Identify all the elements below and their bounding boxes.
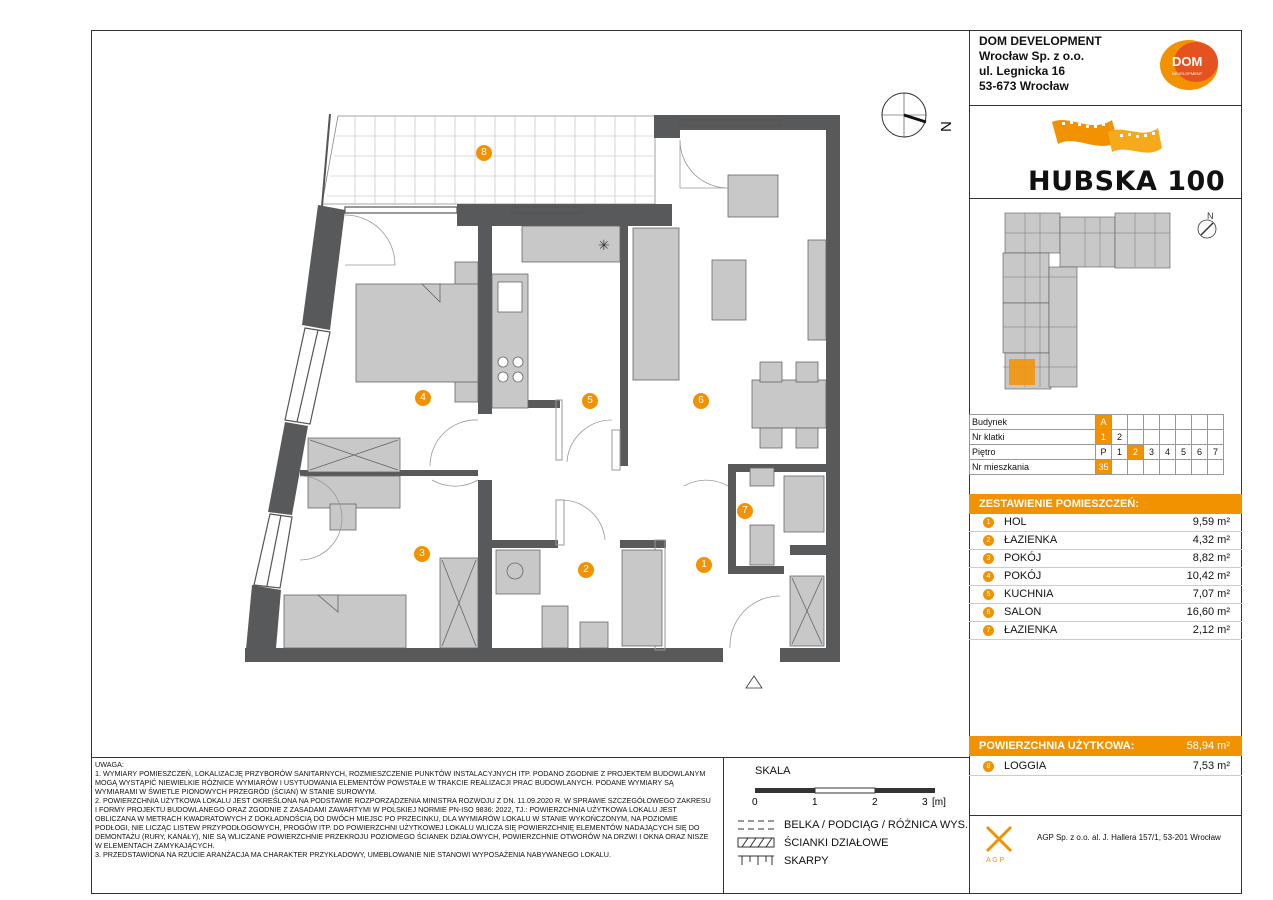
room-number-badge: 5 [983, 589, 994, 600]
beam-dashed-icon [738, 821, 774, 829]
sofa [633, 228, 679, 380]
pietro-label: Piętro [970, 445, 1096, 460]
notes-divider [91, 757, 969, 758]
scale-label: SKALA [755, 765, 791, 777]
notes-block [95, 760, 719, 859]
plan-room-label: 1 [696, 557, 712, 573]
loggia-row [969, 758, 1242, 776]
room-area: 16,60 m² [1186, 606, 1230, 618]
company-subname: Wrocław Sp. z o.o. [979, 49, 1085, 63]
notes-divider-vertical [723, 757, 724, 894]
note-line: 3. PRZEDSTAWIONA NA RZUCIE ARANŻACJA MA CHARAKTER PRZYKŁADOWY, UMEBLOWANIE NIE STANOWI WYPOSAŻENIA NABYWANEGO LOKALU. [95, 850, 611, 859]
plan-room-label: 5 [582, 393, 598, 409]
pietro-option-3: 3 [1144, 445, 1160, 460]
room-name: SALON [1004, 606, 1042, 618]
chair [330, 504, 356, 530]
entrance-icon [746, 676, 762, 688]
room-row [969, 604, 1242, 622]
legend-slopes: SKARPY [784, 855, 829, 867]
note-line: PODŁOGI, NIE LICZĄC LISTEW PRZYPODŁOGOWYCH, PROGÓW ITP. DO POWIERZCHNI UŻYTKOWEJ LOKALU WLICZA SIĘ POWIERZCHNIĘ ELEMENTÓW NADAJĄCYCH SIĘ DO [95, 823, 700, 832]
toilet [542, 606, 568, 648]
note-line: MOGĄ WYSTĄPIĆ NIEWIELKIE RÓŻNICE WYMIARÓW I USYTUOWANIA ELEMENTÓW POWSTAŁE W TRAKCIE REALIZACJI PRAC BUDOWLANYCH. PODANE WYMIARY SĄ [95, 778, 674, 787]
pietro-option-7: 7 [1208, 445, 1224, 460]
budynek-value: A [1096, 415, 1112, 430]
room-area: 8,82 m² [1192, 552, 1230, 564]
toilet-7 [750, 525, 774, 565]
partition-wall-icon [738, 838, 774, 847]
company-street: ul. Legnicka 16 [979, 64, 1066, 78]
compass-icon [876, 90, 966, 140]
plan-room-label: 4 [415, 390, 431, 406]
dom-logo [1156, 36, 1230, 96]
coffee-table [712, 260, 746, 320]
note-line: DEMONTAŻU (RURY, KANAŁY), NIE SĄ WLICZANE POWIERZCHNIE PRZEKROJU POZIOMEGO ŚCIANEK DZIAŁOWYCH, POWIERZCHNIE OTWORÓW NA DRZWI I OKNA ORAZ NISZE [95, 832, 709, 841]
scale-unit: [m] [932, 797, 946, 808]
bed-room4 [356, 262, 478, 402]
rooms-heading-text: ZESTAWIENIE POMIESZCZEŃ: [979, 498, 1139, 510]
bathtub [622, 550, 662, 646]
desk [308, 476, 400, 508]
room-row [969, 586, 1242, 604]
scale-bar [748, 784, 958, 810]
dining-table [752, 380, 826, 428]
row-mieszkanie [970, 460, 1224, 475]
room-number-badge: 8 [983, 761, 994, 772]
scale-tick: 0 [752, 797, 758, 808]
room-area: 2,12 m² [1192, 624, 1230, 636]
film-strip-logo [1050, 112, 1165, 162]
room-name: POKÓJ [1004, 570, 1042, 582]
room-row [969, 550, 1242, 568]
note-line: W ELEMENTACH ZAMYKAJĄCYCH. [95, 841, 215, 850]
room-number-badge: 7 [983, 625, 994, 636]
sink-icon [498, 282, 522, 312]
company-city: 53-673 Wrocław [979, 79, 1069, 93]
total-area [969, 736, 1242, 756]
row-klatka [970, 430, 1224, 445]
scale-tick: 2 [872, 797, 878, 808]
room-number-badge: 3 [983, 553, 994, 564]
klatka-option-1: 1 [1096, 430, 1112, 445]
extractor-icon: ✳ [598, 238, 610, 254]
pietro-option-1: 1 [1112, 445, 1128, 460]
total-area-label: POWIERZCHNIA UŻYTKOWA: [979, 740, 1135, 752]
rooms-heading [969, 494, 1242, 514]
room-row [969, 514, 1242, 532]
mini-north-label: N [1207, 211, 1214, 221]
shower [784, 476, 824, 532]
pietro-option-6: 6 [1192, 445, 1208, 460]
room-area: 10,42 m² [1186, 570, 1230, 582]
plan-room-label: 7 [737, 503, 753, 519]
room-number-badge: 4 [983, 571, 994, 582]
pietro-option-2: 2 [1128, 445, 1144, 460]
north-label: N [936, 121, 954, 132]
slope-icon [738, 856, 774, 865]
apartment-info-table [969, 414, 1224, 475]
armchair [728, 175, 778, 217]
bed-room3 [284, 595, 406, 648]
room-name: ŁAZIENKA [1004, 534, 1058, 546]
room-row [969, 568, 1242, 586]
legend-walls: ŚCIANKI DZIAŁOWE [784, 837, 889, 849]
plan-room-label: 6 [693, 393, 709, 409]
scale-tick: 1 [812, 797, 818, 808]
room-name: ŁAZIENKA [1004, 624, 1058, 636]
room-area: 4,32 m² [1192, 534, 1230, 546]
washbasin [580, 622, 608, 648]
notes-title: UWAGA: [95, 760, 124, 769]
klatka-label: Nr klatki [970, 430, 1096, 445]
room-name: KUCHNIA [1004, 588, 1054, 600]
floor-plan [240, 108, 850, 693]
row-budynek [970, 415, 1224, 430]
legend-beam: BELKA / PODCIĄG / RÓŻNICA WYS. [784, 819, 968, 831]
room-name: LOGGIA [1004, 760, 1047, 772]
site-key-plan [995, 207, 1214, 407]
total-area-value: 58,94 m² [1186, 740, 1230, 752]
room-number-badge: 2 [983, 535, 994, 546]
pietro-option-p: P [1096, 445, 1112, 460]
row-pietro [970, 445, 1224, 460]
room-number-badge: 1 [983, 517, 994, 528]
small-basin [750, 468, 774, 486]
agp-logo-text: A G P [986, 857, 1005, 864]
plan-room-label: 8 [476, 145, 492, 161]
project-title: HUBSKA 100 [1028, 166, 1226, 197]
company-name: DOM DEVELOPMENT [979, 34, 1102, 48]
note-line: 1. WYMIARY POMIESZCZEŃ, LOKALIZACJĘ PRZYBORÓW SANITARNYCH, ROZMIESZCZENIE PUNKTÓW INSTALACYJNYCH ITP. PODANO ZGODNIE Z PROJEKTEM BUDOWLANYM [95, 769, 706, 778]
room-area: 7,53 m² [1192, 760, 1230, 772]
pietro-option-5: 5 [1176, 445, 1192, 460]
mieszkanie-label: Nr mieszkania [970, 460, 1096, 475]
klatka-option-2: 2 [1112, 430, 1128, 445]
room-row [969, 622, 1242, 640]
dom-logo-subtext: DEVELOPMENT [1172, 71, 1203, 76]
plan-room-label: 2 [578, 562, 594, 578]
budynek-label: Budynek [970, 415, 1096, 430]
washing-machine [496, 550, 540, 594]
plan-room-label: 3 [414, 546, 430, 562]
room-row [969, 532, 1242, 550]
agp-address: AGP Sp. z o.o. al. J. Hallera 157/1, 53-201 Wrocław [1037, 833, 1221, 842]
tv-cabinet [808, 240, 826, 340]
loggia-floor [322, 114, 655, 206]
agp-logo [984, 824, 1014, 864]
room-number-badge: 6 [983, 607, 994, 618]
scale-tick: 3 [922, 797, 928, 808]
room-area: 7,07 m² [1192, 588, 1230, 600]
company-info [979, 34, 1102, 94]
dom-logo-text: DOM [1172, 54, 1203, 69]
pietro-option-4: 4 [1160, 445, 1176, 460]
note-line: WYMIARAMI W ŚWIETLE PIONOWYCH PRZEGRÓD (ŚCIAN) W STANIE SUROWYM. [95, 787, 377, 796]
legend-symbols [736, 818, 776, 868]
note-line: OBLICZANA W METRACH KWADRATOWYCH Z DOKŁADNOŚCIĄ DO DWÓCH MIEJSC PO PRZECINKU, DLA WYMIARÓW LOKALU W STANIE WYKOŃCZONYM, NA POZIOMIE [95, 814, 678, 823]
mieszkanie-value: 35 [1096, 460, 1112, 475]
room-area: 9,59 m² [1192, 516, 1230, 528]
note-line: I FORMY PROJEKTU BUDOWLANEGO ORAZ ZGODNIE Z ZASADAMI ZAWARTYMI W POLSKIEJ NORMIE PN-ISO 9836: 2022, TJ.: POWIERZCHNIA UŻYTKOWA LOKALU JEST [95, 805, 677, 814]
room-name: POKÓJ [1004, 552, 1042, 564]
room-name: HOL [1004, 516, 1027, 528]
note-line: 2. POWIERZCHNIA UŻYTKOWA LOKALU JEST OKREŚLONA NA PODSTAWIE ROZPORZĄDZENIA MINISTRA ROZWOJU Z DN. 11.09.2020 R. W SPRAWIE SZCZEGÓŁOWEGO ZAKRESU [95, 796, 711, 805]
